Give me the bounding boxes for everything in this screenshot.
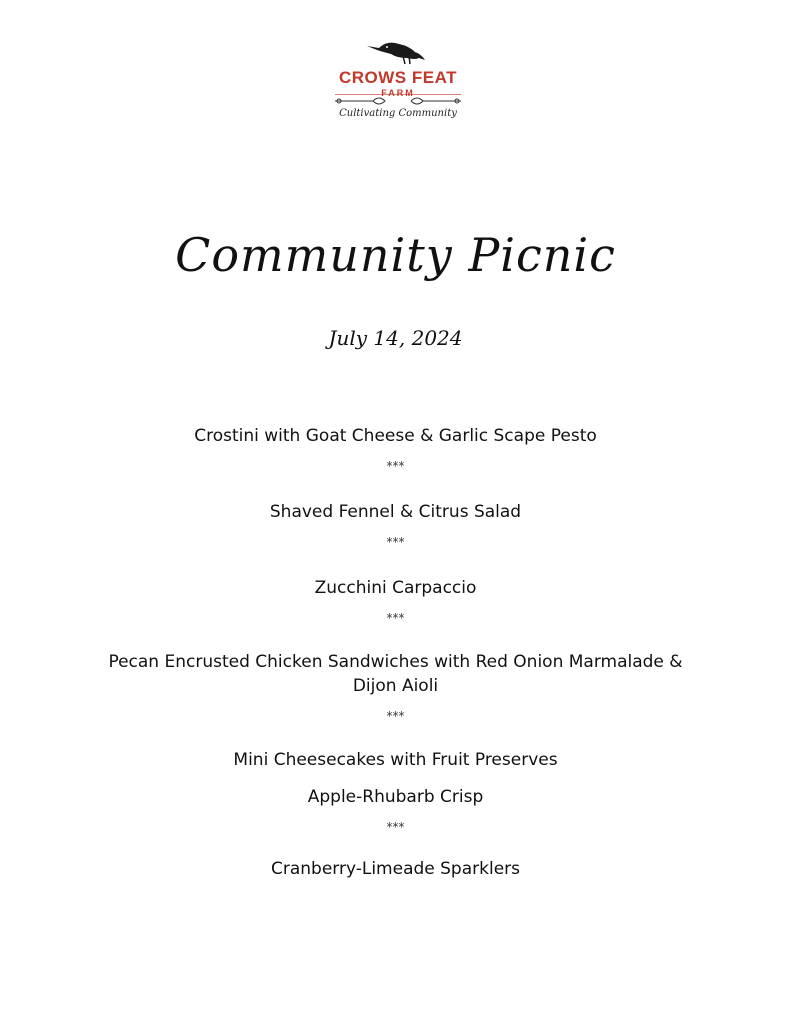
menu-item: Apple-Rhubarb Crisp <box>307 787 484 807</box>
logo-subname: FARM <box>381 88 415 98</box>
menu-item: Mini Cheesecakes with Fruit Preserves <box>233 750 558 770</box>
logo-name: CROWS FEAT <box>338 68 457 87</box>
menu-list <box>95 424 696 881</box>
separator: *** <box>386 709 405 723</box>
crow-icon <box>363 36 433 66</box>
separator: *** <box>386 535 405 549</box>
flourish-ornament <box>333 94 463 108</box>
logo-tagline: Cultivating Community <box>339 108 457 119</box>
menu-item: Crostini with Goat Cheese & Garlic Scape Pesto <box>194 426 597 446</box>
separator: *** <box>386 820 405 834</box>
menu-item: Cranberry-Limeade Sparklers <box>270 859 521 879</box>
menu-item: Pecan Encrusted Chicken Sandwiches with Red Onion Marmalade & Dijon Aioli <box>108 652 683 696</box>
separator: *** <box>386 459 405 473</box>
menu-item: Shaved Fennel & Citrus Salad <box>269 502 522 522</box>
menu-item: Zucchini Carpaccio <box>314 578 477 598</box>
event-date: July 14, 2024 <box>328 326 463 350</box>
page-title: Community Picnic <box>175 228 616 282</box>
separator: *** <box>386 611 405 625</box>
farm-logo <box>325 36 471 128</box>
